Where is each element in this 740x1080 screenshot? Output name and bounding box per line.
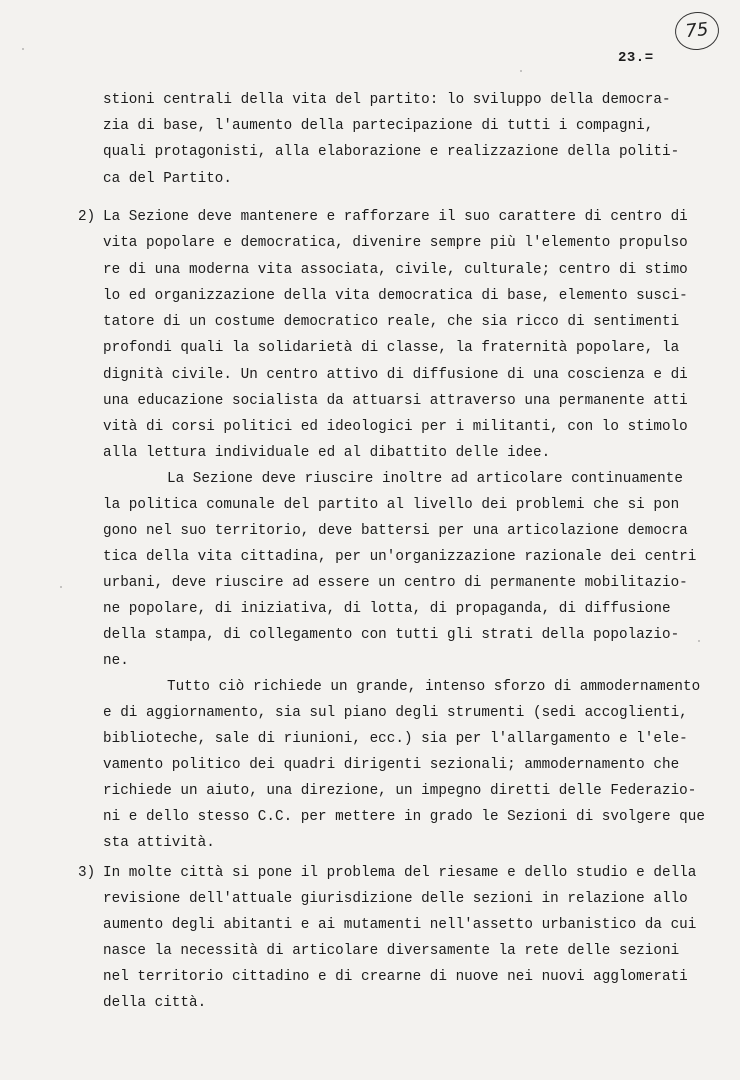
- text-line: In molte città si pone il problema del riesame e dello studio e della: [103, 865, 697, 881]
- text-line: dignità civile. Un centro attivo di diffusione di una coscienza e di: [103, 367, 688, 383]
- text-line: e di aggiornamento, sia sul piano degli strumenti (sedi accoglienti,: [103, 705, 688, 721]
- scan-speck: [60, 586, 62, 588]
- text-line: vità di corsi politici ed ideologici per i militanti, con lo stimolo: [103, 419, 688, 435]
- text-line: ca del Partito.: [103, 171, 232, 187]
- text-line: nel territorio cittadino e di crearne di nuove nei nuovi agglomerati: [103, 969, 688, 985]
- page-number: 23.=: [618, 50, 654, 66]
- text-line: una educazione socialista da attuarsi attraverso una permanente atti: [103, 393, 688, 409]
- text-line: della stampa, di collegamento con tutti gli strati della popolazio-: [103, 627, 680, 643]
- text-line: revisione dell'attuale giurisdizione delle sezioni in relazione allo: [103, 891, 688, 907]
- text-line: lo ed organizzazione della vita democratica di base, elemento susci-: [103, 288, 688, 304]
- text-line: nasce la necessità di articolare diversamente la rete delle sezioni: [103, 943, 680, 959]
- item-number: 2): [78, 209, 96, 225]
- text-line: stioni centrali della vita del partito: lo sviluppo della democra-: [103, 92, 671, 108]
- text-line: quali protagonisti, alla elaborazione e realizzazione della politi-: [103, 144, 680, 160]
- text-line: biblioteche, sale di riunioni, ecc.) sia per l'allargamento e l'ele-: [103, 731, 688, 747]
- text-line: gono nel suo territorio, deve battersi per una articolazione democra: [103, 523, 688, 539]
- text-line: ne.: [103, 653, 129, 669]
- archive-stamp: 75: [673, 10, 721, 52]
- text-line: La Sezione deve riuscire inoltre ad articolare continuamente: [167, 471, 683, 487]
- text-line: la politica comunale del partito al livello dei problemi che si pon: [103, 497, 680, 513]
- scan-speck: [22, 48, 24, 50]
- text-line: della città.: [103, 995, 207, 1011]
- text-line: ne popolare, di iniziativa, di lotta, di propaganda, di diffusione: [103, 601, 671, 617]
- text-line: tatore di un costume democratico reale, che sia ricco di sentimenti: [103, 314, 680, 330]
- text-line: tica della vita cittadina, per un'organizzazione razionale dei centri: [103, 549, 697, 565]
- text-line: sta attività.: [103, 835, 215, 851]
- text-line: aumento degli abitanti e ai mutamenti nell'assetto urbanistico da cui: [103, 917, 697, 933]
- text-line: Tutto ciò richiede un grande, intenso sforzo di ammodernamento: [167, 679, 701, 695]
- text-line: ni e dello stesso C.C. per mettere in grado le Sezioni di svolgere que: [103, 809, 705, 825]
- text-line: alla lettura individuale ed al dibattito delle idee.: [103, 445, 551, 461]
- text-line: zia di base, l'aumento della partecipazione di tutti i compagni,: [103, 118, 654, 134]
- text-line: profondi quali la solidarietà di classe, la fraternità popolare, la: [103, 340, 680, 356]
- item-number: 3): [78, 865, 96, 881]
- text-line: vamento politico dei quadri dirigenti sezionali; ammodernamento che: [103, 757, 680, 773]
- text-line: richiede un aiuto, una direzione, un impegno diretti delle Federazio-: [103, 783, 697, 799]
- text-line: vita popolare e democratica, divenire sempre più l'elemento propulso: [103, 235, 688, 251]
- text-line: re di una moderna vita associata, civile, culturale; centro di stimo: [103, 262, 688, 278]
- text-line: urbani, deve riuscire ad essere un centro di permanente mobilitazio-: [103, 575, 688, 591]
- text-line: La Sezione deve mantenere e rafforzare il suo carattere di centro di: [103, 209, 688, 225]
- scan-speck: [520, 70, 522, 72]
- scan-speck: [698, 640, 700, 642]
